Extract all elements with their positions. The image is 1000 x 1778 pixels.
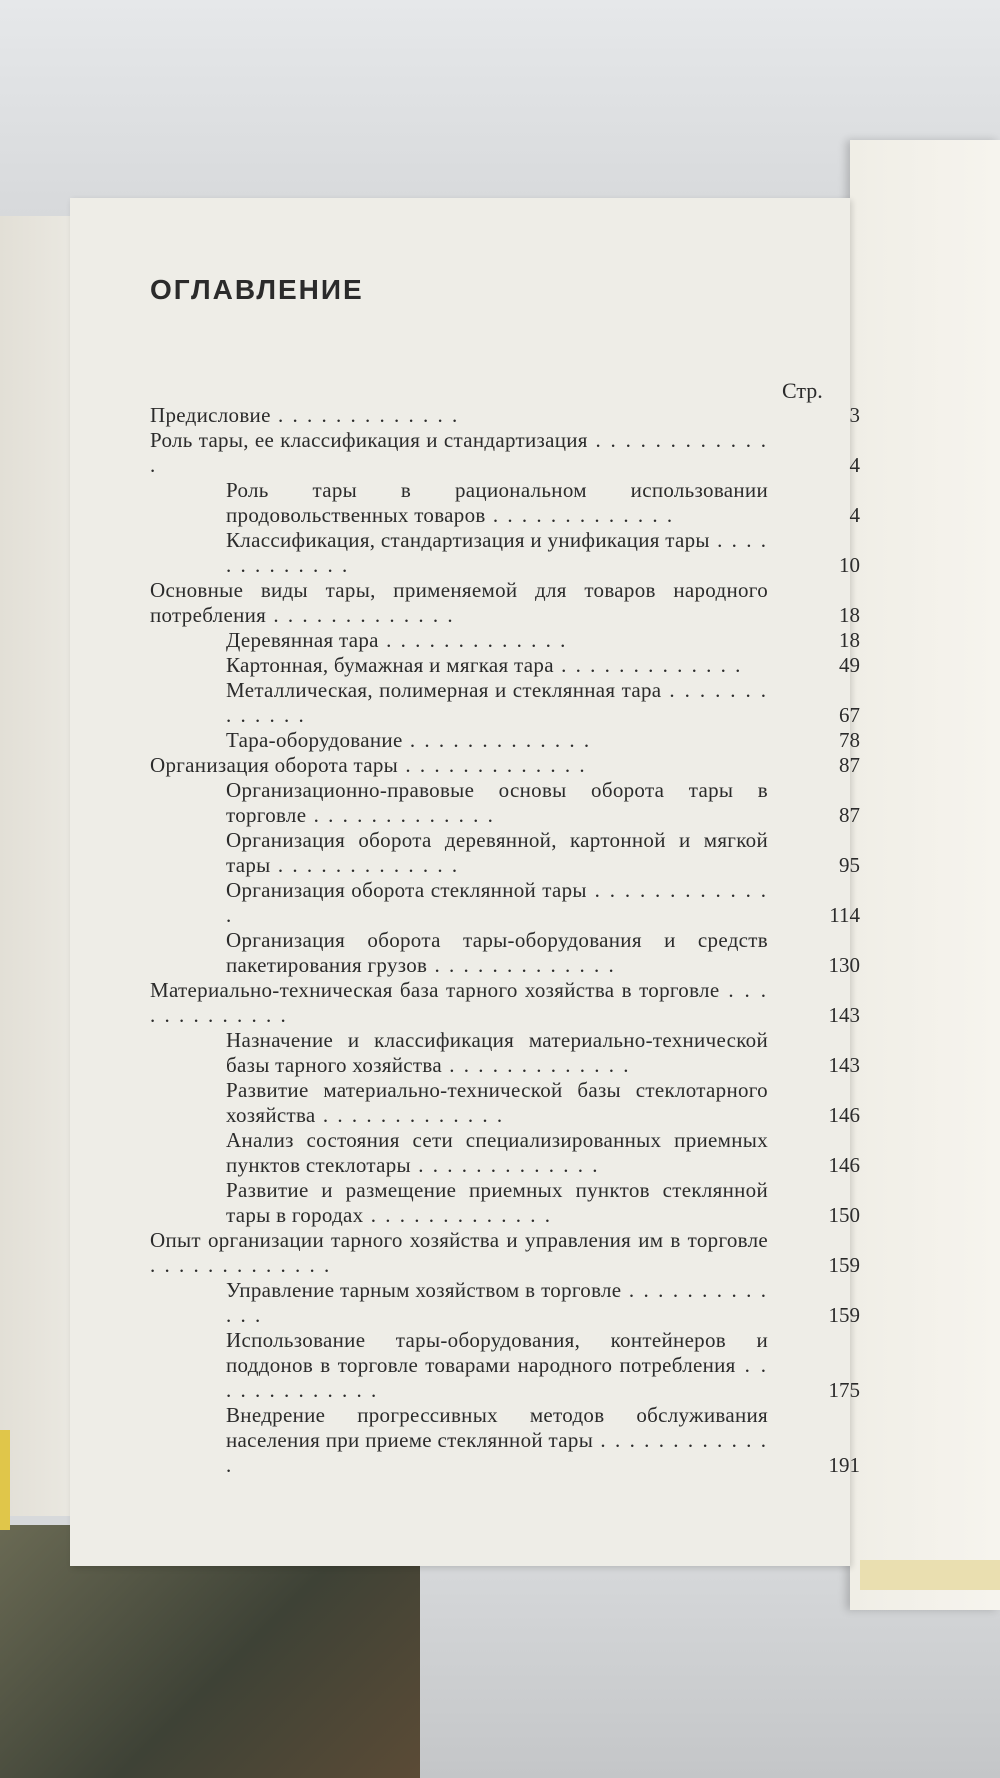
- toc-entry-page: 143: [828, 1003, 860, 1027]
- toc-entry-page: 146: [828, 1103, 860, 1127]
- page-column-label: Стр.: [782, 378, 823, 403]
- toc-section: [150, 1078, 860, 1128]
- toc-entry-title: Основные виды тары, применяемой для товаров народного потребления . .: [150, 578, 860, 628]
- toc-entry-page: 3: [849, 403, 860, 427]
- toc-entry-title: Развитие и размещение приемных пунктов стеклянной тары в городах . .: [226, 1178, 860, 1228]
- toc-chapter: [150, 978, 860, 1028]
- toc-entry-page: 191: [828, 1453, 860, 1477]
- toc-section: [150, 528, 860, 578]
- toc-section: [150, 778, 860, 828]
- toc-section: [150, 1403, 860, 1478]
- book-cover: [0, 216, 80, 1516]
- toc-entry-page: 67: [839, 703, 860, 727]
- toc-section: [150, 1278, 860, 1328]
- facing-page: [850, 140, 1000, 1610]
- toc-entry-page: 159: [828, 1303, 860, 1327]
- toc-entry-page: 49: [839, 653, 860, 677]
- table-of-contents: [150, 403, 860, 1478]
- toc-chapter: [150, 753, 860, 778]
- toc-entry-title: Деревянная тара . .: [226, 628, 860, 653]
- toc-entry-page: 146: [828, 1153, 860, 1177]
- toc-section: [150, 1178, 860, 1228]
- toc-entry-title: Анализ состояния сети специализированных приемных пунктов стеклотары . .: [226, 1128, 860, 1178]
- toc-entry-title: Материально-техническая база тарного хозяйства в торговле . .: [150, 978, 860, 1028]
- toc-section: [150, 1128, 860, 1178]
- toc-entry-title: Использование тары-оборудования, контейнеров и поддонов в торговле товарами народного потребления . .: [226, 1328, 860, 1403]
- toc-chapter: [150, 403, 860, 428]
- toc-section: [150, 478, 860, 528]
- toc-section: [150, 728, 860, 753]
- toc-entry-title: Управление тарным хозяйством в торговле . .: [226, 1278, 860, 1328]
- book-page: [70, 198, 860, 1566]
- toc-section: [150, 653, 860, 678]
- toc-entry-page: 78: [839, 728, 860, 752]
- toc-entry-title: Внедрение прогрессивных методов обслуживания населения при приеме стеклянной тары . .: [226, 1403, 860, 1478]
- toc-entry-page: 18: [839, 628, 860, 652]
- toc-entry-title: Металлическая, полимерная и стеклянная тара . .: [226, 678, 860, 728]
- toc-entry-page: 143: [828, 1053, 860, 1077]
- page-title: ОГЛАВЛЕНИЕ: [150, 274, 364, 305]
- toc-entry-page: 95: [839, 853, 860, 877]
- book-cover-edge: [0, 1430, 10, 1530]
- toc-section: [150, 628, 860, 653]
- toc-entry-title: Роль тары в рациональном использовании продовольственных товаров . .: [226, 478, 860, 528]
- toc-entry-title: Опыт организации тарного хозяйства и управления им в торговле . .: [150, 1228, 860, 1278]
- toc-chapter: [150, 578, 860, 628]
- toc-section: [150, 928, 860, 978]
- toc-entry-title: Организация оборота тары . .: [150, 753, 860, 778]
- toc-chapter: [150, 428, 860, 478]
- toc-entry-page: 87: [839, 803, 860, 827]
- toc-entry-title: Предисловие . .: [150, 403, 860, 428]
- toc-entry-title: Развитие материально-технической базы стеклотарного хозяйства . .: [226, 1078, 860, 1128]
- toc-entry-page: 130: [828, 953, 860, 977]
- toc-entry-title: Назначение и классификация материально-технической базы тарного хозяйства . .: [226, 1028, 860, 1078]
- facing-page-edge: [860, 1560, 1000, 1590]
- toc-entry-page: 114: [829, 903, 860, 927]
- toc-section: [150, 1328, 860, 1403]
- toc-entry-page: 4: [849, 503, 860, 527]
- toc-entry-title: Роль тары, ее классификация и стандартизация . .: [150, 428, 860, 478]
- toc-entry-page: 87: [839, 753, 860, 777]
- toc-entry-page: 18: [839, 603, 860, 627]
- toc-entry-title: Организация оборота деревянной, картонной и мягкой тары . .: [226, 828, 860, 878]
- toc-entry-title: Картонная, бумажная и мягкая тара . .: [226, 653, 860, 678]
- toc-entry-page: 159: [828, 1253, 860, 1277]
- toc-entry-page: 175: [828, 1378, 860, 1402]
- toc-section: [150, 678, 860, 728]
- toc-entry-page: 10: [839, 553, 860, 577]
- toc-entry-title: Тара-оборудование . .: [226, 728, 860, 753]
- toc-entry-title: Организация оборота стеклянной тары . .: [226, 878, 860, 928]
- toc-entry-page: 150: [828, 1203, 860, 1227]
- toc-entry-title: Организация оборота тары-оборудования и средств пакетирования грузов . .: [226, 928, 860, 978]
- toc-entry-title: Классификация, стандартизация и унификация тары . .: [226, 528, 860, 578]
- toc-entry-page: 4: [849, 453, 860, 477]
- toc-section: [150, 878, 860, 928]
- toc-section: [150, 1028, 860, 1078]
- toc-section: [150, 828, 860, 878]
- toc-entry-title: Организационно-правовые основы оборота тары в торговле . .: [226, 778, 860, 828]
- toc-chapter: [150, 1228, 860, 1278]
